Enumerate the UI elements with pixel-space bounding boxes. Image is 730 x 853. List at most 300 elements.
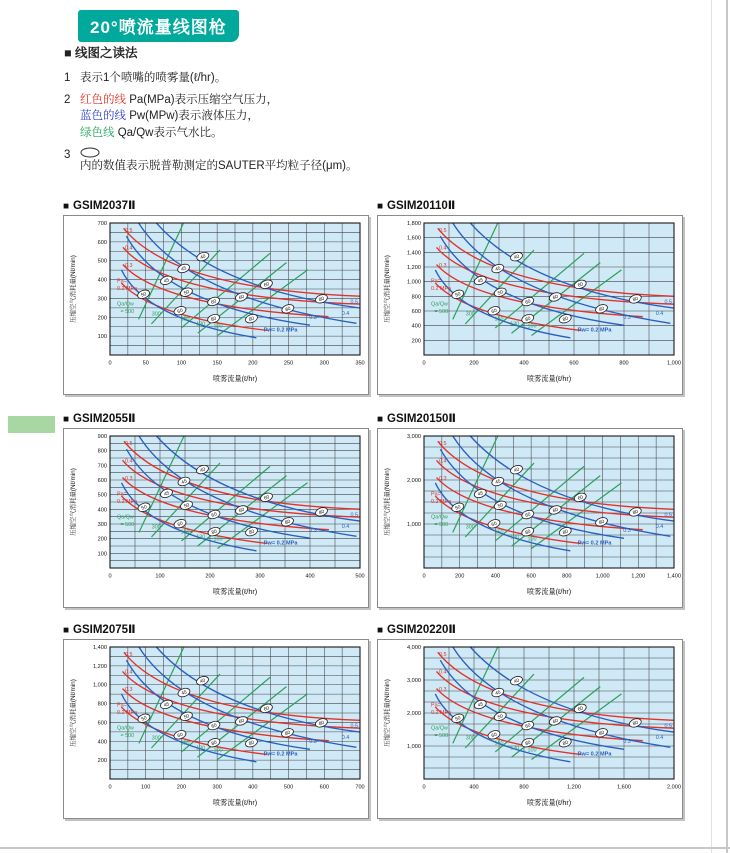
svg-text:200: 200 xyxy=(411,338,421,345)
x-axis-title: 喷雾流量(ℓ/hr) xyxy=(526,587,572,596)
chart-title xyxy=(63,198,369,212)
svg-text:100: 100 xyxy=(213,536,223,543)
chart-title-text: GSIM2055Ⅱ xyxy=(73,413,136,425)
svg-text:200: 200 xyxy=(97,758,107,765)
svg-text:300: 300 xyxy=(212,784,222,791)
svg-text:50: 50 xyxy=(183,714,191,721)
svg-text:60: 60 xyxy=(491,308,498,316)
y-axis-title: 压缩空气消耗量(Nℓ/min) xyxy=(70,679,77,747)
svg-text:60: 60 xyxy=(491,521,498,529)
y-tick-labels xyxy=(407,221,421,344)
svg-text:1,200: 1,200 xyxy=(631,573,646,580)
svg-text:50: 50 xyxy=(142,360,149,367)
svg-text:50: 50 xyxy=(454,292,462,299)
svg-text:1,000: 1,000 xyxy=(407,744,421,750)
page-title: 20°喷流量线图枪 xyxy=(78,10,239,42)
svg-text:80: 80 xyxy=(284,306,292,314)
svg-text:0: 0 xyxy=(422,784,426,791)
x-axis-title: 喷雾流量(ℓ/hr) xyxy=(526,374,572,383)
svg-text:0.5: 0.5 xyxy=(350,723,358,730)
svg-text:130: 130 xyxy=(510,321,520,328)
svg-text:45: 45 xyxy=(163,491,171,498)
svg-text:150: 150 xyxy=(494,529,504,536)
svg-text:200: 200 xyxy=(455,573,465,580)
svg-text:0.5: 0.5 xyxy=(350,299,358,306)
svg-text:130: 130 xyxy=(510,534,520,541)
svg-text:0: 0 xyxy=(422,360,426,367)
svg-text:0.5: 0.5 xyxy=(439,228,447,235)
square-bullet-icon: ■ xyxy=(377,625,384,636)
svg-text:60: 60 xyxy=(263,706,271,713)
svg-text:500: 500 xyxy=(355,573,365,580)
svg-text:0: 0 xyxy=(108,784,112,791)
svg-text:1,000: 1,000 xyxy=(407,522,421,528)
chart-canvas xyxy=(64,216,368,394)
chart-box xyxy=(377,428,683,608)
svg-text:50: 50 xyxy=(140,716,148,723)
svg-text:Qa/Qw: Qa/Qw xyxy=(431,301,448,308)
page-edge-bottom xyxy=(0,847,730,849)
svg-text:800: 800 xyxy=(97,701,107,708)
item-text xyxy=(80,92,278,142)
x-axis-title: 喷雾流量(ℓ/hr) xyxy=(212,798,258,807)
howto-section xyxy=(64,44,684,179)
svg-text:Pa=: Pa= xyxy=(431,278,441,285)
ellipse-icon xyxy=(80,147,100,158)
svg-text:80: 80 xyxy=(284,730,292,738)
howto-item-3 xyxy=(64,147,684,175)
svg-text:1,000: 1,000 xyxy=(595,573,610,580)
svg-text:300: 300 xyxy=(151,524,161,531)
chart-panel-gsim2055ii xyxy=(63,411,369,608)
square-bullet-icon: ■ xyxy=(64,46,72,60)
svg-text:250: 250 xyxy=(283,360,294,367)
svg-text:600: 600 xyxy=(526,573,536,580)
svg-text:60: 60 xyxy=(524,723,532,730)
svg-text:Pa=: Pa= xyxy=(431,702,441,709)
svg-text:0.4: 0.4 xyxy=(341,735,350,742)
svg-text:40: 40 xyxy=(199,254,207,261)
sauter-desc: 内的数值表示脱普勒测定的SAUTER平均粒子径(μm)。 xyxy=(80,159,358,172)
svg-text:1,000: 1,000 xyxy=(407,279,421,286)
svg-text:0.4: 0.4 xyxy=(439,669,447,676)
svg-text:40: 40 xyxy=(199,678,207,686)
page-edge-inner xyxy=(711,0,712,853)
svg-text:1,800: 1,800 xyxy=(407,221,421,227)
svg-text:40: 40 xyxy=(513,254,521,262)
svg-text:80: 80 xyxy=(318,296,326,304)
svg-text:150: 150 xyxy=(212,360,222,367)
svg-text:Pw= 0.2 MPa: Pw= 0.2 MPa xyxy=(577,751,612,758)
svg-text:0.3: 0.3 xyxy=(623,315,631,322)
svg-text:80: 80 xyxy=(524,529,532,537)
svg-text:0: 0 xyxy=(422,573,426,580)
svg-text:45: 45 xyxy=(163,278,171,285)
svg-text:0.5: 0.5 xyxy=(664,723,672,730)
svg-text:0.4: 0.4 xyxy=(341,524,350,531)
svg-text:400: 400 xyxy=(411,323,421,330)
svg-text:700: 700 xyxy=(97,221,107,227)
svg-text:Qa/Qw: Qa/Qw xyxy=(431,725,448,732)
svg-text:200: 200 xyxy=(205,573,215,580)
svg-text:0.4: 0.4 xyxy=(655,735,664,742)
chart-title-text: GSIM20150Ⅱ xyxy=(387,413,456,425)
svg-text:45: 45 xyxy=(477,702,485,709)
svg-text:80: 80 xyxy=(598,730,606,738)
svg-text:80: 80 xyxy=(562,316,570,324)
square-bullet-icon: ■ xyxy=(63,625,70,636)
svg-text:0.3: 0.3 xyxy=(439,687,447,694)
svg-text:60: 60 xyxy=(263,495,271,502)
svg-text:80: 80 xyxy=(248,740,256,748)
svg-text:0.5: 0.5 xyxy=(350,512,358,519)
svg-text:150: 150 xyxy=(180,529,190,536)
svg-text:80: 80 xyxy=(632,509,640,517)
svg-text:0.3: 0.3 xyxy=(125,263,133,270)
svg-text:0.2 MPa: 0.2 MPa xyxy=(431,709,452,716)
chart-panel-gsim20150ii xyxy=(377,411,683,608)
svg-text:Pa=: Pa= xyxy=(431,491,441,498)
svg-text:400: 400 xyxy=(519,360,529,367)
svg-text:130: 130 xyxy=(196,745,206,752)
svg-text:1,200: 1,200 xyxy=(407,265,421,271)
svg-text:300: 300 xyxy=(255,573,265,580)
svg-text:Pw= 0.2 MPa: Pw= 0.2 MPa xyxy=(577,540,612,547)
x-axis-title: 喷雾流量(ℓ/hr) xyxy=(212,587,258,596)
svg-text:300: 300 xyxy=(319,360,329,367)
chart-box xyxy=(63,215,369,395)
y-tick-labels xyxy=(407,434,421,528)
svg-text:600: 600 xyxy=(569,360,579,367)
svg-text:300: 300 xyxy=(97,296,107,303)
svg-text:3,000: 3,000 xyxy=(407,434,421,440)
square-bullet-icon: ■ xyxy=(63,414,70,425)
svg-text:60: 60 xyxy=(524,512,532,519)
y-axis-title: 压缩空气消耗量(Nℓ/min) xyxy=(384,255,391,323)
svg-text:400: 400 xyxy=(248,784,258,791)
svg-text:700: 700 xyxy=(97,463,107,470)
svg-text:0.5: 0.5 xyxy=(439,652,447,659)
svg-text:60: 60 xyxy=(552,294,560,302)
svg-text:300: 300 xyxy=(465,524,475,531)
svg-text:800: 800 xyxy=(562,573,572,580)
svg-text:60: 60 xyxy=(210,723,218,730)
y-tick-labels xyxy=(93,645,107,764)
svg-text:1,400: 1,400 xyxy=(667,573,681,580)
svg-text:Pw= 0.2 MPa: Pw= 0.2 MPa xyxy=(263,327,298,334)
svg-text:200: 200 xyxy=(176,784,187,791)
svg-text:60: 60 xyxy=(211,512,218,519)
svg-text:45: 45 xyxy=(477,278,485,285)
svg-text:60: 60 xyxy=(263,282,271,289)
svg-text:45: 45 xyxy=(180,690,188,697)
x-tick-labels xyxy=(422,574,681,580)
svg-text:600: 600 xyxy=(97,720,107,727)
svg-text:Pa=: Pa= xyxy=(117,702,127,709)
square-bullet-icon: ■ xyxy=(63,201,70,212)
svg-text:80: 80 xyxy=(248,529,256,537)
svg-text:600: 600 xyxy=(319,784,329,791)
svg-text:0.3: 0.3 xyxy=(439,263,447,270)
svg-text:200: 200 xyxy=(97,315,107,322)
svg-text:1,600: 1,600 xyxy=(407,235,421,242)
blue-line-desc: Pw(MPw)表示液体压力， xyxy=(126,110,259,123)
svg-text:80: 80 xyxy=(632,296,640,304)
svg-text:300: 300 xyxy=(151,735,161,742)
svg-text:150: 150 xyxy=(494,316,504,323)
square-bullet-icon: ■ xyxy=(377,201,384,212)
chart-box xyxy=(377,639,683,819)
svg-text:1,600: 1,600 xyxy=(617,784,631,791)
svg-text:130: 130 xyxy=(510,745,520,752)
svg-text:0.3: 0.3 xyxy=(309,528,317,535)
x-tick-labels xyxy=(422,785,681,791)
howto-heading-text: 线图之读法 xyxy=(75,46,138,60)
svg-text:80: 80 xyxy=(562,740,570,748)
svg-text:60: 60 xyxy=(238,294,246,302)
svg-text:0.2 MPa: 0.2 MPa xyxy=(431,285,452,292)
chart-title-text: GSIM2037Ⅱ xyxy=(73,200,136,212)
svg-text:60: 60 xyxy=(238,507,246,515)
item-text xyxy=(80,147,358,175)
svg-text:40: 40 xyxy=(513,678,521,686)
svg-text:100: 100 xyxy=(213,323,223,330)
y-axis-title: 压缩空气消耗量(Nℓ/min) xyxy=(384,468,391,536)
svg-text:300: 300 xyxy=(465,311,475,318)
svg-text:80: 80 xyxy=(598,306,606,314)
svg-text:80: 80 xyxy=(562,529,570,537)
svg-text:0.4: 0.4 xyxy=(439,458,447,465)
chart-canvas xyxy=(378,429,682,607)
svg-text:= 500: = 500 xyxy=(120,733,135,740)
svg-text:400: 400 xyxy=(97,277,107,284)
svg-text:0.2 MPa: 0.2 MPa xyxy=(431,498,452,505)
svg-text:800: 800 xyxy=(97,448,107,455)
svg-text:0: 0 xyxy=(108,573,112,580)
svg-text:600: 600 xyxy=(411,309,421,315)
chart-title xyxy=(377,198,683,212)
svg-text:100: 100 xyxy=(527,747,537,754)
svg-text:900: 900 xyxy=(97,434,107,440)
svg-text:1,000: 1,000 xyxy=(93,682,107,689)
svg-text:2,000: 2,000 xyxy=(407,478,421,484)
svg-text:= 500: = 500 xyxy=(434,522,449,529)
y-axis-title: 压缩空气消耗量(Nℓ/min) xyxy=(70,255,77,323)
svg-text:0.3: 0.3 xyxy=(309,315,317,322)
svg-text:1,400: 1,400 xyxy=(93,645,107,651)
chart-canvas xyxy=(378,216,682,394)
chart-panel-gsim20220ii xyxy=(377,622,683,819)
item-number: 1 xyxy=(64,72,71,85)
red-line-label: 红色的线 xyxy=(80,93,126,106)
svg-text:60: 60 xyxy=(491,732,498,740)
svg-text:80: 80 xyxy=(284,519,292,527)
svg-text:0.5: 0.5 xyxy=(664,299,672,306)
svg-text:1,200: 1,200 xyxy=(567,784,581,791)
svg-text:100: 100 xyxy=(213,747,223,754)
page-edge-right xyxy=(726,0,728,853)
svg-text:300: 300 xyxy=(97,522,107,528)
chart-title xyxy=(377,411,683,425)
svg-text:60: 60 xyxy=(524,299,532,306)
svg-text:100: 100 xyxy=(97,334,107,341)
svg-text:45: 45 xyxy=(477,491,485,498)
svg-text:60: 60 xyxy=(177,521,184,529)
svg-text:= 500: = 500 xyxy=(120,522,135,529)
svg-text:0.5: 0.5 xyxy=(125,441,133,448)
howto-item-1 xyxy=(64,70,684,87)
svg-text:45: 45 xyxy=(181,479,188,486)
svg-text:45: 45 xyxy=(163,702,171,709)
svg-text:0.4: 0.4 xyxy=(125,669,133,676)
svg-text:500: 500 xyxy=(97,492,107,499)
svg-text:300: 300 xyxy=(465,735,475,742)
svg-text:600: 600 xyxy=(97,478,107,484)
svg-text:50: 50 xyxy=(141,505,148,512)
svg-text:800: 800 xyxy=(519,784,529,791)
svg-text:100: 100 xyxy=(527,536,537,543)
svg-text:0.5: 0.5 xyxy=(125,228,133,235)
svg-text:60: 60 xyxy=(177,308,184,316)
svg-text:45: 45 xyxy=(494,479,502,486)
chart-title xyxy=(63,411,369,425)
svg-text:500: 500 xyxy=(283,784,294,791)
svg-text:Qa/Qw: Qa/Qw xyxy=(431,514,448,521)
svg-text:= 500: = 500 xyxy=(434,309,449,316)
blue-line-label: 蓝色的线 xyxy=(80,110,126,123)
svg-text:40: 40 xyxy=(513,467,521,475)
chart-canvas xyxy=(64,640,368,818)
svg-text:0.3: 0.3 xyxy=(623,528,631,535)
svg-text:0.4: 0.4 xyxy=(341,311,350,318)
svg-text:400: 400 xyxy=(469,784,479,791)
svg-text:200: 200 xyxy=(248,360,258,367)
svg-text:400: 400 xyxy=(305,573,315,580)
svg-text:800: 800 xyxy=(619,360,629,367)
svg-text:2,000: 2,000 xyxy=(667,784,681,791)
svg-text:50: 50 xyxy=(497,503,505,510)
x-tick-labels xyxy=(422,361,681,367)
chart-box xyxy=(377,215,683,395)
svg-text:40: 40 xyxy=(199,467,207,474)
chart-panel-gsim20110ii xyxy=(377,198,683,395)
svg-text:0.5: 0.5 xyxy=(125,652,133,659)
svg-text:0.3: 0.3 xyxy=(439,476,447,483)
chart-title xyxy=(377,622,683,636)
svg-text:80: 80 xyxy=(318,509,326,517)
chart-box xyxy=(63,428,369,608)
svg-text:60: 60 xyxy=(552,507,560,515)
svg-text:60: 60 xyxy=(552,718,560,726)
red-line-desc: Pa(MPa)表示压缩空气压力， xyxy=(126,93,279,106)
svg-text:Pw= 0.2 MPa: Pw= 0.2 MPa xyxy=(263,540,298,547)
svg-text:0: 0 xyxy=(108,360,112,367)
svg-text:Pw= 0.2 MPa: Pw= 0.2 MPa xyxy=(263,751,298,758)
y-tick-labels xyxy=(407,645,421,750)
svg-text:100: 100 xyxy=(176,360,187,367)
svg-text:50: 50 xyxy=(140,292,148,299)
svg-text:3,000: 3,000 xyxy=(407,678,421,684)
svg-text:0.4: 0.4 xyxy=(125,458,133,465)
chart-canvas xyxy=(64,429,368,607)
chart-box xyxy=(63,639,369,819)
svg-text:1,400: 1,400 xyxy=(407,250,421,257)
svg-text:400: 400 xyxy=(490,573,501,580)
item-text: 表示1个喷嘴的喷雾量(ℓ/hr)。 xyxy=(80,72,227,85)
x-tick-labels xyxy=(108,361,364,367)
svg-text:80: 80 xyxy=(524,740,532,748)
svg-text:350: 350 xyxy=(355,360,365,367)
svg-text:0.3: 0.3 xyxy=(125,476,133,483)
chart-panel-gsim2037ii xyxy=(63,198,369,395)
svg-text:80: 80 xyxy=(632,720,640,728)
x-axis-title: 喷雾流量(ℓ/hr) xyxy=(526,798,572,807)
y-tick-labels xyxy=(98,221,107,340)
svg-text:60: 60 xyxy=(577,495,585,502)
svg-text:0.5: 0.5 xyxy=(664,512,672,519)
svg-text:50: 50 xyxy=(454,505,462,512)
svg-text:Qa/Qw: Qa/Qw xyxy=(117,301,134,308)
svg-text:100: 100 xyxy=(97,551,107,558)
svg-text:130: 130 xyxy=(196,321,206,328)
svg-text:0.4: 0.4 xyxy=(125,245,133,252)
svg-text:80: 80 xyxy=(598,519,606,527)
x-axis-title: 喷雾流量(ℓ/hr) xyxy=(212,374,258,383)
svg-text:150: 150 xyxy=(180,740,190,747)
howto-heading xyxy=(64,44,684,62)
x-tick-labels xyxy=(108,785,364,791)
svg-text:Pa=: Pa= xyxy=(117,278,127,285)
svg-text:100: 100 xyxy=(155,573,165,580)
svg-text:= 500: = 500 xyxy=(434,733,449,740)
green-line-label: 绿色线 xyxy=(80,127,115,140)
green-line-desc: Qa/Qw表示气水比。 xyxy=(114,127,223,140)
svg-text:600: 600 xyxy=(97,239,107,246)
svg-text:150: 150 xyxy=(494,740,504,747)
svg-text:Pa=: Pa= xyxy=(117,491,127,498)
svg-text:50: 50 xyxy=(497,290,505,297)
chart-title xyxy=(63,622,369,636)
svg-text:0.4: 0.4 xyxy=(655,524,664,531)
svg-text:Qa/Qw: Qa/Qw xyxy=(117,725,134,732)
svg-text:60: 60 xyxy=(577,706,585,713)
svg-text:0.5: 0.5 xyxy=(439,441,447,448)
svg-text:0.2 MPa: 0.2 MPa xyxy=(117,498,138,505)
svg-text:0.3: 0.3 xyxy=(623,739,631,746)
svg-text:60: 60 xyxy=(577,282,585,289)
svg-text:4,000: 4,000 xyxy=(407,645,421,651)
svg-text:400: 400 xyxy=(97,507,107,514)
chart-title-text: GSIM20220Ⅱ xyxy=(387,624,456,636)
svg-text:50: 50 xyxy=(497,714,505,721)
svg-text:800: 800 xyxy=(411,294,421,301)
square-bullet-icon: ■ xyxy=(377,414,384,425)
svg-text:400: 400 xyxy=(97,739,107,746)
y-axis-title: 压缩空气消耗量(Nℓ/min) xyxy=(384,679,391,747)
svg-text:0.2 MPa: 0.2 MPa xyxy=(117,285,138,292)
svg-text:0.4: 0.4 xyxy=(439,245,447,252)
svg-text:80: 80 xyxy=(248,316,256,323)
svg-text:150: 150 xyxy=(180,316,190,323)
svg-text:80: 80 xyxy=(210,740,218,748)
svg-text:1,200: 1,200 xyxy=(93,663,107,670)
svg-text:80: 80 xyxy=(211,529,218,537)
svg-text:80: 80 xyxy=(318,720,326,728)
svg-text:130: 130 xyxy=(196,534,206,541)
svg-text:0.3: 0.3 xyxy=(125,687,133,694)
svg-text:300: 300 xyxy=(151,311,161,318)
svg-text:2,000: 2,000 xyxy=(407,711,421,717)
